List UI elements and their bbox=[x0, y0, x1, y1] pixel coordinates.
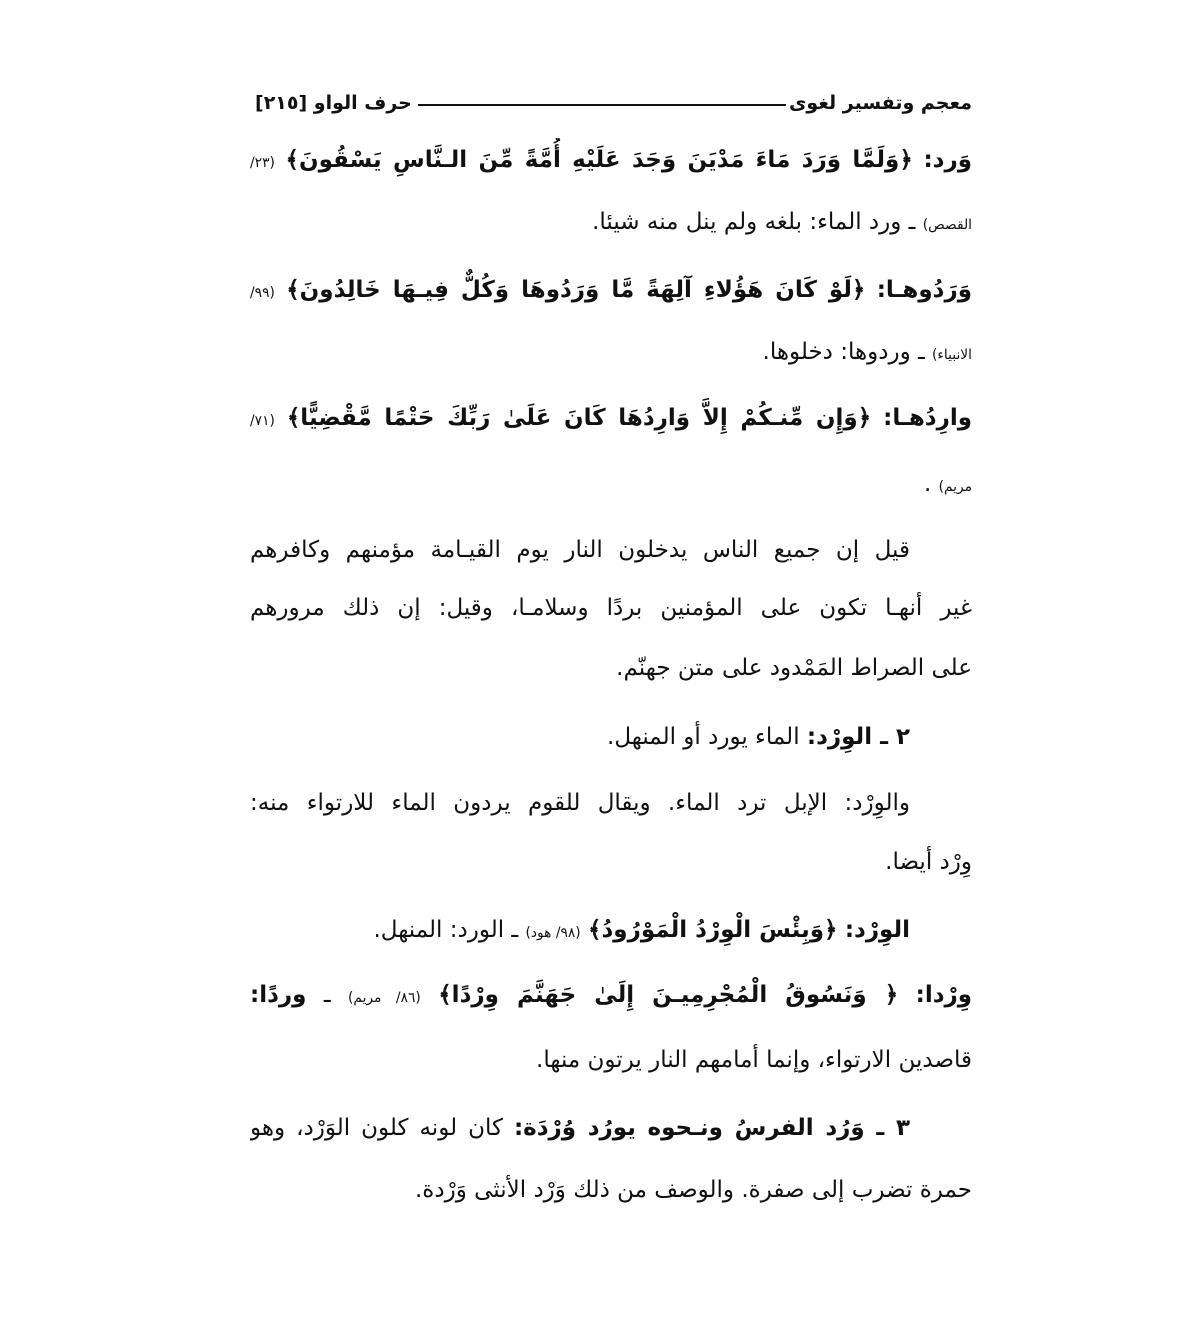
text-line bbox=[250, 396, 972, 440]
text-line bbox=[250, 200, 972, 244]
body-text: على الصراط المَمْدود على متن جهنّم. bbox=[616, 655, 972, 681]
header-rule bbox=[418, 104, 786, 106]
text-line bbox=[250, 138, 972, 182]
running-section bbox=[255, 88, 412, 118]
text-line bbox=[250, 1106, 910, 1150]
body-text: قيل إن جميع الناس يدخلون النار يوم القيـامة مؤمنهم وكافرهم bbox=[250, 537, 910, 563]
body-text: غير أنهـا تكون على المؤمنين بردًا وسلامـا، وقيل: إن ذلك مرورهم bbox=[250, 595, 972, 621]
quran-verse: ﴿لَوْ كَانَ هَؤُلاءِ آلِهَةً مَّا وَرَدُوهَا وَكُلٌّ فِيـهَا خَالِدُونَ﴾ bbox=[286, 277, 866, 303]
quran-verse: ﴿ وَنَسُوقُ الْمُجْرِمِيـنَ إِلَىٰ جَهَنَّمَ وِرْدًا﴾ bbox=[438, 982, 899, 1008]
text-line bbox=[250, 781, 910, 825]
quran-verse: ﴿وَلَمَّا وَرَدَ مَاءَ مَدْيَنَ وَجَدَ عَلَيْهِ أُمَّةً مِّنَ الـنَّاسِ يَسْقُونَ﴾ bbox=[285, 147, 913, 173]
text-line bbox=[250, 528, 910, 572]
body-text: وِرْد أيضا. bbox=[885, 849, 972, 875]
verse-reference: (٩٨/ هود) bbox=[525, 925, 581, 941]
text-line bbox=[250, 462, 972, 506]
text-line bbox=[250, 973, 972, 1017]
page-number: [٢١٥] bbox=[255, 92, 308, 114]
verse-reference: الانبياء) bbox=[932, 347, 972, 363]
headword: وردًا: bbox=[250, 982, 307, 1008]
verse-reference: مريم) bbox=[938, 479, 972, 495]
text-line bbox=[250, 840, 972, 884]
headword: وَرَدُوهـا: bbox=[876, 277, 972, 303]
text-line bbox=[250, 586, 972, 630]
text-line bbox=[250, 330, 972, 374]
headword: وَرد: bbox=[923, 147, 972, 173]
headword: الوِرْد: bbox=[844, 917, 910, 943]
gloss-text: ـ ورد الماء: بلغه ولم ينل منه شيئا. bbox=[592, 209, 916, 235]
headword: ٣ ـ وَرُد الفرسُ ونـحوه يورُد وُرْدَة: bbox=[513, 1115, 910, 1141]
text-line bbox=[250, 1038, 972, 1082]
text-line bbox=[250, 715, 910, 759]
headword: وارِدُهـا: bbox=[883, 405, 972, 431]
text-line bbox=[250, 1168, 972, 1212]
gloss-text: ـ وردوها: دخلوها. bbox=[762, 339, 925, 365]
verse-reference: القصص) bbox=[922, 217, 972, 233]
text-line bbox=[250, 646, 972, 690]
headword: وِرْدا: bbox=[915, 982, 972, 1008]
gloss-text: الماء يورد أو المنهل. bbox=[607, 724, 800, 750]
text-line bbox=[250, 908, 910, 952]
headword: ٢ ـ الوِرْد: bbox=[806, 724, 910, 750]
gloss-text: ـ bbox=[323, 982, 331, 1008]
body-text: قاصدين الارتواء، وإنما أمامهم النار يرتون منها. bbox=[536, 1047, 972, 1073]
verse-reference: (٨٦/ مريم) bbox=[348, 990, 421, 1006]
verse-reference: (٧١/ bbox=[250, 413, 275, 429]
text-line bbox=[250, 268, 972, 312]
body-text: حمرة تضرب إلى صفرة. والوصف من ذلك وَرْد الأنثى وَرْدة. bbox=[414, 1177, 972, 1203]
gloss-text: كان لونه كلون الوَرْد، وهو bbox=[250, 1115, 503, 1141]
gloss-text: ـ الورد: المنهل. bbox=[373, 917, 519, 943]
quran-verse: ﴿وَإِن مِّنـكُمْ إِلاَّ وَارِدُهَا كَانَ عَلَىٰ رَبِّكَ حَتْمًا مَّقْضِيًّا﴾ bbox=[286, 405, 872, 431]
body-text: والوِرْد: الإبل ترد الماء. ويقال للقوم يردون الماء للارتواء منه: bbox=[250, 790, 910, 816]
gloss-text: . bbox=[923, 471, 932, 497]
section-name: حرف الواو bbox=[313, 92, 412, 114]
verse-reference: (٩٩/ bbox=[250, 285, 275, 301]
quran-verse: ﴿وَبِئْسَ الْوِرْدُ الْمَوْرُودُ﴾ bbox=[588, 917, 838, 943]
running-title: معجم وتفسير لغوى bbox=[788, 92, 972, 114]
verse-reference: (٢٣/ bbox=[250, 155, 275, 171]
